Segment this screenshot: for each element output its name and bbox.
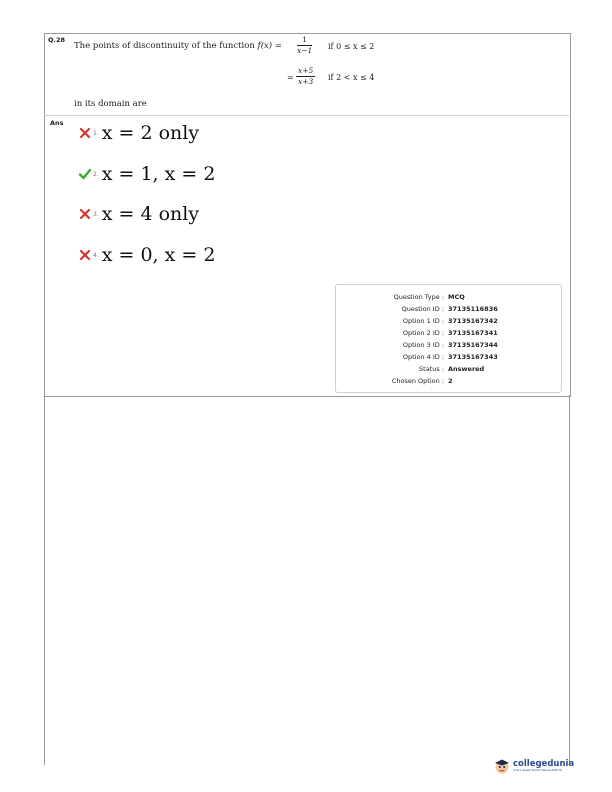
option-number: 1.: [93, 129, 99, 137]
info-key: Chosen Option :: [391, 377, 444, 385]
mascot-icon: [493, 757, 511, 775]
info-key: Option 2 ID :: [402, 329, 444, 337]
info-key: Question ID :: [401, 305, 444, 313]
function-label: f(x) =: [257, 41, 282, 51]
option-4: [78, 243, 215, 267]
info-value: MCQ: [448, 293, 465, 301]
info-value: 37135167344: [448, 341, 498, 349]
piece2-denominator: x+3: [298, 77, 314, 86]
cross-icon: [78, 248, 92, 262]
logo-name: collegedunia: [513, 759, 575, 769]
info-key: Option 3 ID :: [402, 341, 444, 349]
option-number: 3.: [93, 210, 99, 218]
option-number: 4.: [93, 251, 99, 259]
answer-label: Ans: [50, 119, 64, 127]
check-icon: [78, 167, 92, 181]
logo-tagline: India's largest Student Review Platform: [513, 769, 563, 772]
page-border-left: [44, 395, 45, 765]
question-divider: [44, 115, 569, 116]
option-3: [78, 202, 199, 226]
info-value: 2: [448, 377, 453, 385]
piece1-denominator: x−1: [297, 46, 313, 55]
option-1: [78, 121, 199, 145]
domain-text: in its domain are: [74, 99, 147, 109]
logo-text-group: [513, 760, 574, 772]
piece2-condition: if 2 < x ≤ 4: [328, 73, 375, 82]
question-info-panel: [335, 284, 562, 393]
option-text: x = 0, x = 2: [101, 244, 216, 266]
info-value: Answered: [448, 365, 485, 373]
option-text: x = 4 only: [101, 203, 200, 225]
info-key: Status :: [419, 365, 444, 373]
option-text: x = 2 only: [101, 122, 200, 144]
info-value: 37135167341: [448, 329, 498, 337]
option-number: 2.: [93, 170, 99, 178]
option-2: [78, 162, 215, 186]
piece2-equals: =: [287, 73, 294, 82]
piece2-fraction: [296, 66, 315, 87]
info-key: Option 1 ID :: [402, 317, 444, 325]
question-text-main: The points of discontinuity of the function: [74, 41, 255, 51]
question-number: Q.28: [48, 36, 66, 44]
piece2-numerator: x+5: [298, 66, 314, 75]
cross-icon: [78, 207, 92, 221]
info-value: 37135167343: [448, 353, 498, 361]
question-text: [74, 41, 282, 51]
info-key: Option 4 ID :: [402, 353, 444, 361]
piece1-fraction: [297, 35, 312, 56]
option-text: x = 1, x = 2: [101, 163, 216, 185]
info-value: 37135167342: [448, 317, 498, 325]
collegedunia-logo: [493, 757, 574, 775]
info-key: Question Type :: [393, 293, 444, 301]
piece1-condition: if 0 ≤ x ≤ 2: [328, 42, 375, 51]
info-value: 37135116836: [448, 305, 498, 313]
page-border-right: [569, 395, 570, 765]
piece1-numerator: 1: [297, 35, 312, 46]
cross-icon: [78, 126, 92, 140]
